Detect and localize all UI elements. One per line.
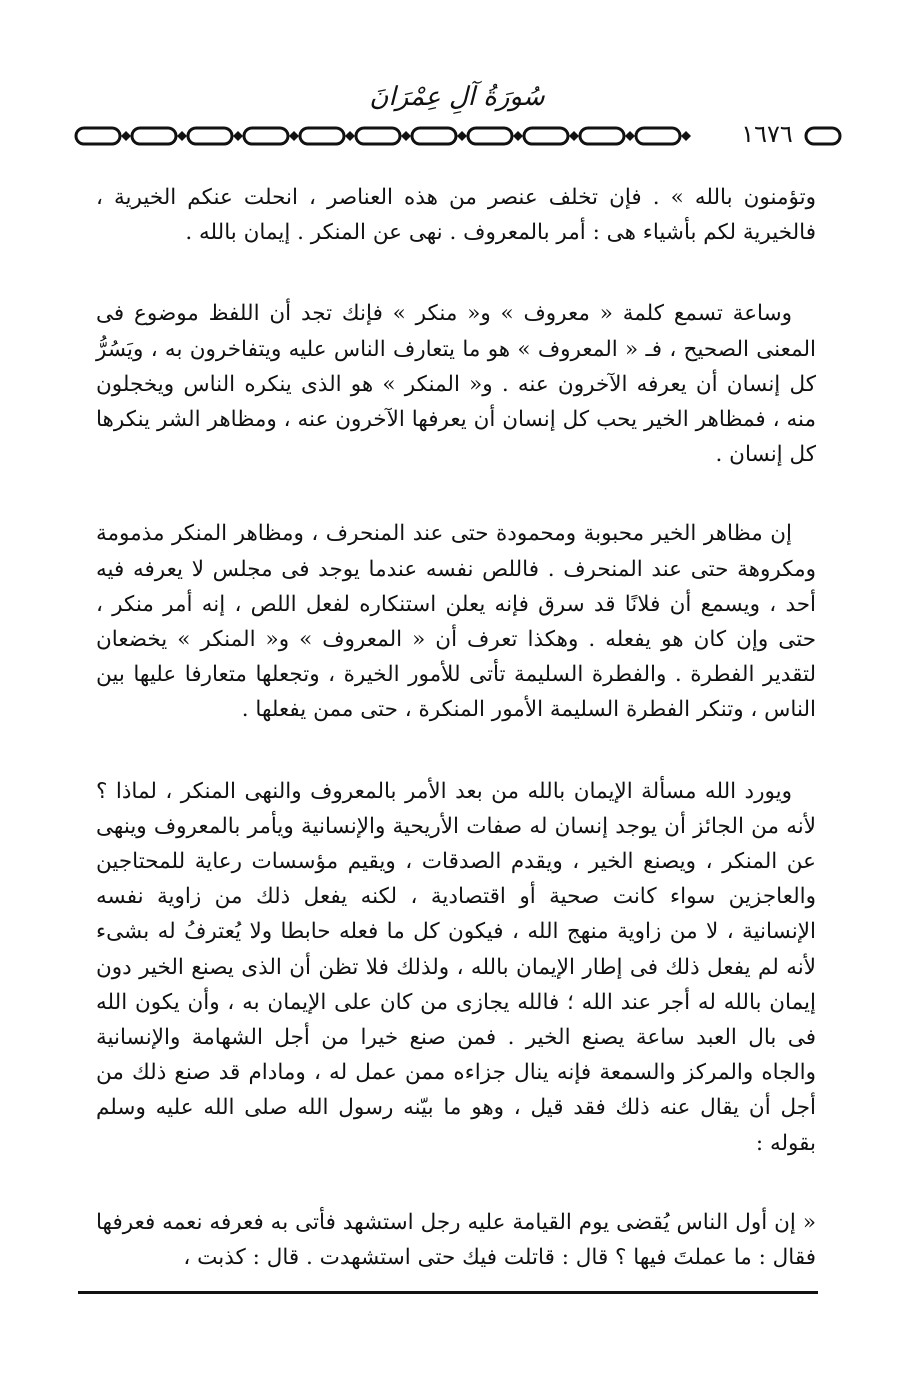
chain-diamond	[569, 131, 579, 141]
chain-diamond	[289, 131, 299, 141]
chain-link	[806, 128, 840, 144]
body-text	[96, 180, 816, 1275]
surah-title: سُورَةُ آلِ عِمْرَانَ	[369, 82, 545, 112]
footer-rule	[78, 1291, 818, 1294]
chain-link	[188, 128, 232, 144]
paragraph-1: وتؤمنون بالله » . فإن تخلف عنصر من هذه العناصر ، انحلت عنكم الخيرية ، فالخيرية لكم بأشياء هى : أمر بالمعروف . نهى عن المنكر . إيمان بالله .	[96, 185, 816, 246]
page-number: ١٦٧٦	[732, 118, 802, 150]
chain-diamond	[345, 131, 355, 141]
chain-link	[76, 128, 120, 144]
chain-diamond	[233, 131, 243, 141]
chain-link	[356, 128, 400, 144]
chain-link	[524, 128, 568, 144]
chain-link	[412, 128, 456, 144]
chain-diamond	[457, 131, 467, 141]
ornamental-chain-rule	[74, 119, 844, 153]
chain-diamond	[625, 131, 635, 141]
chain-link	[132, 128, 176, 144]
chain-link	[244, 128, 288, 144]
chain-link	[468, 128, 512, 144]
chain-diamond	[681, 131, 691, 141]
chain-link	[300, 128, 344, 144]
chain-diamond	[401, 131, 411, 141]
chain-diamond	[513, 131, 523, 141]
paragraph-3: إن مظاهر الخير محبوبة ومحمودة حتى عند المنحرف ، ومظاهر المنكر مذمومة ومكروهة حتى عند المنحرف . فاللص نفسه عندما يوجد فى مجلس لا يعرفه فيه أحد ، ويسمع أن فلانًا قد سرق فإنه يعلن استنكاره لفعل اللص ، إنه أمر منكر ، حتى وإن كان هو يفعله . وهكذا تعرف أن « المعروف » و« المنكر » يخضعان لتقدير الفطرة . والفطرة السليمة تأتى للأمور الخيرة ، وتجعلها متعارفا عليها بين الناس ، وتنكر الفطرة السليمة الأمور المنكرة ، حتى ممن يفعلها .	[96, 521, 816, 723]
chain-link	[636, 128, 680, 144]
chain-link	[580, 128, 624, 144]
chain-diamond	[121, 131, 131, 141]
paragraph-5: « إن أول الناس يُقضى يوم القيامة عليه رجل استشهد فأتى به فعرفه نعمه فعرفها فقال : ما عملتَ فيها ؟ قال : قاتلت فيك حتى استشهدت . قال : كذبت ،	[96, 1209, 816, 1271]
paragraph-2: وساعة تسمع كلمة « معروف » و« منكر » فإنك تجد أن اللفظ موضوع فى المعنى الصحيح ، فـ « المعروف » هو ما يتعارف الناس عليه ويتفاخرون به ، ويَسُرُّ كل إنسان أن يعرفه الآخرون عنه . و« المنكر » هو الذى ينكره الناس ويخجلون منه ، فمظاهر الخير يحب كل إنسان أن يعرفها الآخرون عنه ، ومظاهر الشر ينكرها كل إنسان .	[96, 301, 816, 468]
chain-diamond	[177, 131, 187, 141]
paragraph-4: ويورد الله مسألة الإيمان بالله من بعد الأمر بالمعروف والنهى المنكر ، لماذا ؟ لأنه من الجائز أن يوجد إنسان له صفات الأريحية والإنسانية ويأمر بالمعروف وينهى عن المنكر ، ويصنع الخير ، ويقدم الصدقات ، ويقيم مؤسسات رعاية للمحتاجين والعاجزين سواء كانت صحية أو اقتصادية ، لكنه يفعل ذلك من زاوية نفسه الإنسانية ، لا من زاوية منهج الله ، فيكون كل ما فعله حابطا ولا يُعترفُ له بشىء لأنه لم يفعل ذلك فى إطار الإيمان بالله ، ولذلك فلا تظن أن الذى يصنع الخير دون إيمان بالله له أجر عند الله ؛ فالله يجازى من كان على الإيمان به ، وأن يكون الله فى بال العبد ساعة يصنع الخير . فمن صنع خيرا من أجل الشهامة والإنسانية والجاه والمركز والسمعة فإنه ينال جزاءه ممن عمل له ، ومادام قد صنع ذلك من أجل أن يقال عنه ذلك فقد قيل ، وهو ما بيّنه رسول الله صلى الله عليه وسلم بقوله :	[96, 778, 816, 1156]
